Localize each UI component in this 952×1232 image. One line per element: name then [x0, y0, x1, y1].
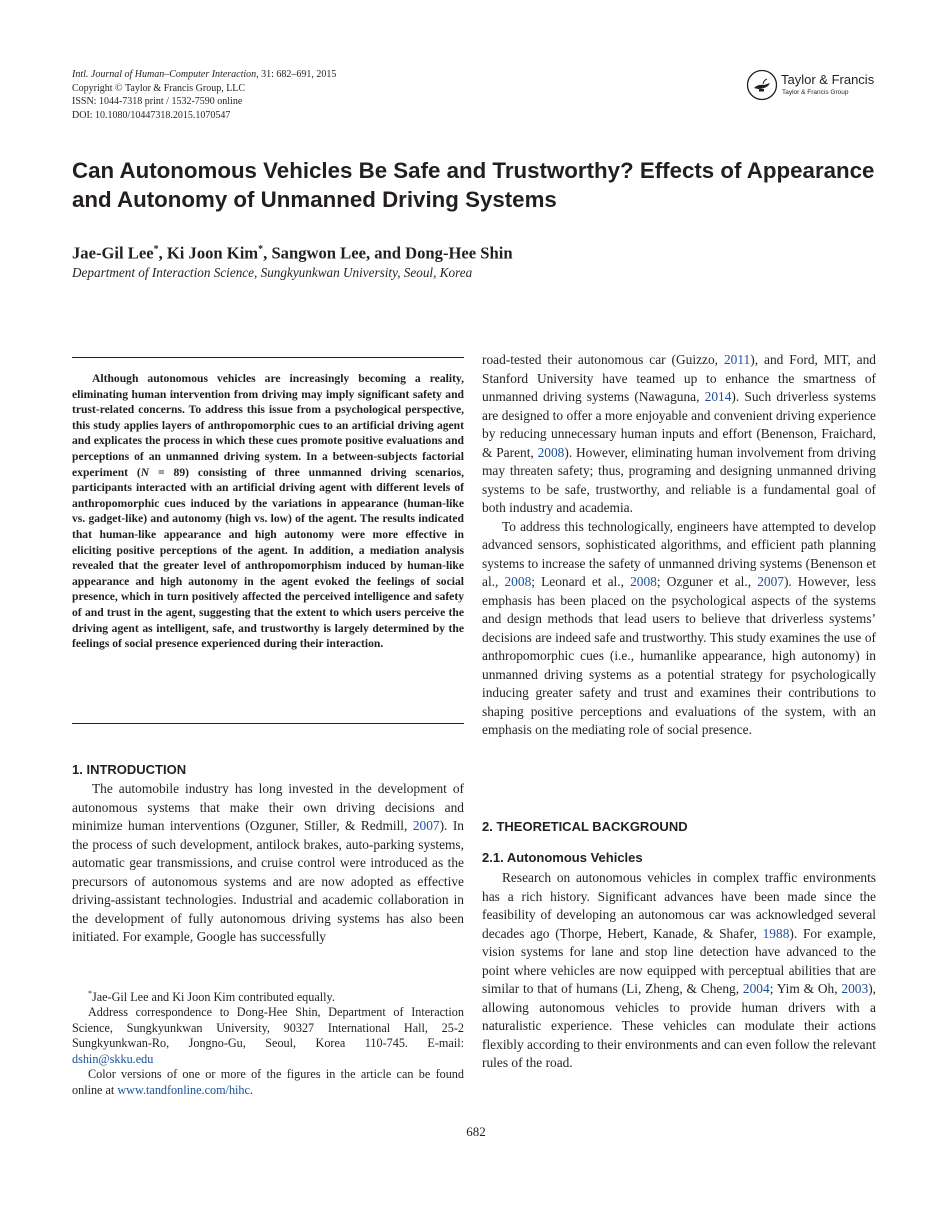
footnote-color-note: Color versions of one or more of the figures in the article can be found online at www.tandfonline.com/hihc. — [72, 1067, 464, 1097]
right-column-text — [482, 351, 876, 740]
citation-link[interactable]: 2008 — [537, 444, 565, 460]
author-list: Jae-Gil Lee*, Ki Joon Kim*, Sangwon Lee, and Dong-Hee Shin — [72, 243, 513, 263]
journal-url-link[interactable]: www.tandfonline.com/hihc — [117, 1082, 250, 1097]
publisher-name: Taylor & Francis — [781, 72, 875, 87]
intro-paragraph-1-continued: road-tested their autonomous car (Guizzo, 2011), and Ford, MIT, and Stanford University have teamed up to enhance the smartness of unmanned driving systems (Nawaguna, 2014). Such driverless systems are designed to offer a more enjoyable and convenient driving experience by reducing unnecessary human inputs and effort (Benenson, Fraichard, & Parent, 2008). However, eliminating human involvement from driving may threaten safety; thus, programing and designing unmanned driving systems to be safe, trustworthy, and reliable is a fundamental goal of both industry and academia. — [482, 352, 877, 515]
article-title: Can Autonomous Vehicles Be Safe and Trustworthy? Effects of Appearance and Autonomy of Unmanned Driving Systems — [72, 158, 875, 212]
publisher-lamp-icon — [746, 69, 778, 101]
citation-link[interactable]: 2008 — [504, 574, 532, 589]
doi-line: DOI: 10.1080/10447318.2015.1070547 — [72, 109, 231, 121]
journal-header — [72, 68, 336, 122]
journal-citation: Intl. Journal of Human–Computer Interaction, 31: 682–691, 2015 — [72, 69, 337, 80]
issn-line: ISSN: 1044-7318 print / 1532-7590 online — [72, 96, 243, 108]
publisher-logo — [746, 69, 886, 103]
autonomous-vehicles-paragraph: Research on autonomous vehicles in complex traffic environments has a rich history. Significant advances have been made since the feasibility of developing an autonomous car was acknowledged several decades ago (Thorpe, Hebert, Kanade, & Shafer, 1988). For example, vision systems for lane and stop line detection have advanced to the point where vehicles are now equipped with perceptual abilities that are similar to that of humans (Li, Zheng, & Cheng, 2004; Yim & Oh, 2003), allowing autonomous vehicles to provide human drivers with a naturalistic experience. These vehicles can modulate their actions flexibly according to their environments and can even follow the relevant rules of the road. — [482, 870, 876, 1070]
abstract-top-rule — [72, 357, 464, 358]
citation-link[interactable]: 2007 — [757, 574, 784, 589]
affiliation: Department of Interaction Science, Sungkyunkwan University, Seoul, Korea — [72, 265, 473, 280]
citation-link[interactable]: 2007 — [412, 818, 440, 833]
citation-link[interactable]: 2004 — [742, 981, 770, 996]
abstract: Although autonomous vehicles are increasingly becoming a reality, eliminating human intervention from driving may imply significant safety and trust-related concerns. To address this issue from a psychological perspective, this study applies layers of anthropomorphic cues to an artificial driving agent and explicates the process in which these cues promote positive evaluations and perceptions of an unmanned driving system. In a between-subjects factorial experiment (N = 89) consisting of three unmanned driving scenarios, participants interacted with an artificial driving agent with different levels of anthropomorphic cues induced by the variations in appearance (human-like vs. gadget-like) and autonomy (high vs. low) of the agent. The results indicated that human-like appearance and high autonomy were more effective in eliciting positive perceptions of the agent. In addition, a mediation analysis revealed that the greater level of anthropomorphism induced by human-like appearance and high autonomy in the agent evoked the feelings of social presence, which in turn positively affected the perceived intelligence and safety of and trust in the agent, suggesting that the extent to which users perceive the driving agent as intelligent, safe, and trustworthy is largely determined by the feelings of social presence experienced during their interaction. — [72, 372, 464, 651]
citation-link[interactable]: 2003 — [841, 981, 869, 996]
citation-link[interactable]: 1988 — [762, 925, 790, 941]
section-heading-theoretical-background: 2. THEORETICAL BACKGROUND — [482, 819, 688, 834]
citation-link[interactable]: 2014 — [704, 389, 732, 404]
copyright-line: Copyright © Taylor & Francis Group, LLC — [72, 82, 246, 94]
subsection-heading-autonomous-vehicles: 2.1. Autonomous Vehicles — [482, 850, 643, 865]
publisher-group: Taylor & Francis Group — [782, 89, 849, 96]
abstract-bottom-rule — [72, 723, 464, 724]
citation-link[interactable]: 2008 — [630, 574, 657, 589]
footnotes — [72, 986, 464, 1098]
email-link[interactable]: dshin@skku.edu — [72, 1051, 154, 1066]
page-number: 682 — [466, 1124, 486, 1139]
footnote-address: Address correspondence to Dong-Hee Shin, Department of Interaction Science, Sungkyunkwan University, 90327 International Hall, 25-2 Sungkyunkwan-Ro, Jongno-Gu, Seoul, Korea 110-745. E-mail: dshin@skku.edu — [72, 1005, 464, 1066]
citation-link[interactable]: 2011 — [723, 352, 751, 367]
footnote-contribution: *Jae-Gil Lee and Ki Joon Kim contributed equally. — [88, 989, 335, 1005]
section-heading-introduction: 1. INTRODUCTION — [72, 762, 187, 777]
journal-name: Intl. Journal of Human–Computer Interaction — [72, 69, 257, 80]
intro-paragraph-2: To address this technologically, engineers have attempted to develop advanced sensors, sophisticated algorithms, and efficient path planning systems to increase the safety of unmanned driving systems (Benenson et al., 2008; Leonard et al., 2008; Ozguner et al., 2007). However, less emphasis has been placed on the psychological aspects of the systems and design methods that lead users to believe that driverless systems’ decisions are indeed safe and trustworthy. This study examines the use of anthropomorphic cues (i.e., humanlike appearance, high autonomy) in unmanned driving systems as a potential strategy for psychologically inducing greater safety and trust and examines their contributions to shaping positive perceptions and evaluations of the system, with an emphasis on the mediating role of social presence. — [482, 518, 876, 737]
intro-paragraph-1: The automobile industry has long invested in the development of autonomous systems that make their own driving decisions and minimize human interventions (Ozguner, Stiller, & Redmill, 2007). In the process of such development, antilock brakes, auto-parking systems, automatic gear transmissions, and cruise control were introduced as the precursors of autonomous systems and are now adopted as effective driving-assistant technologies. Industrial and academic collaboration in the development of fully autonomous driving systems has also been initiated. For example, Google has successfully — [72, 781, 464, 944]
